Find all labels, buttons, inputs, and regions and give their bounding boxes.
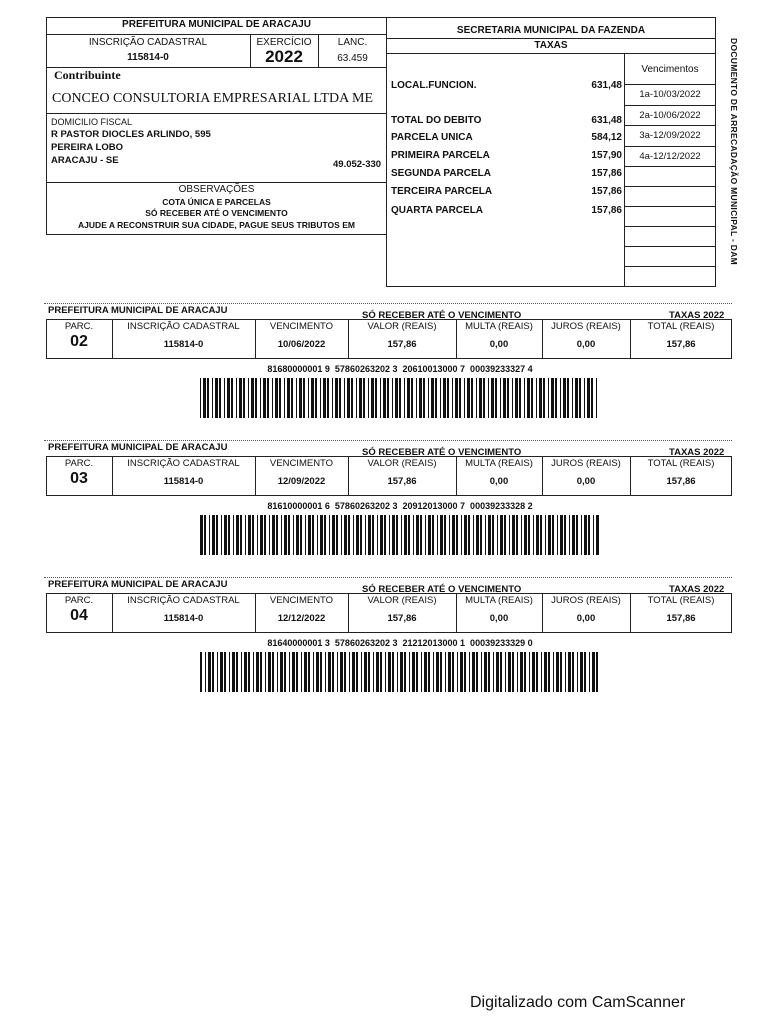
slip-total-label: TOTAL (REAIS) — [647, 458, 715, 469]
slip-inscricao-value: 115814-0 — [163, 339, 204, 350]
slip-vencimento-label: VENCIMENTO — [269, 458, 334, 469]
slip-taxas: TAXAS 2022 — [669, 447, 725, 458]
slip-vencimento-label: VENCIMENTO — [269, 595, 334, 606]
secretaria-title: SECRETARIA MUNICIPAL DA FAZENDA — [456, 25, 646, 36]
inscricao-label: INSCRIÇÃO CADASTRAL — [88, 37, 208, 48]
slip-total-label: TOTAL (REAIS) — [647, 321, 715, 332]
exercicio-label: EXERCÍCIO — [256, 37, 312, 48]
lanc-label: LANC. — [337, 37, 368, 48]
cep-value: 49.052-330 — [333, 159, 382, 170]
slip-total-value: 157,86 — [666, 613, 696, 624]
slip-vencimento-value: 10/06/2022 — [277, 339, 326, 350]
vencimentos-label: Vencimentos — [641, 64, 699, 75]
slip-valor-label: VALOR (REAIS) — [367, 595, 437, 606]
slip-so-receber: SÓ RECEBER ATÉ O VENCIMENTO — [362, 310, 522, 321]
slip-so-receber: SÓ RECEBER ATÉ O VENCIMENTO — [362, 584, 522, 595]
slip-barcode — [200, 378, 600, 418]
slip-parc-label: PARC. — [64, 595, 94, 606]
slip-linha-digitavel: 81680000001 9 57860263202 3 20610013000 7 00039233327 4 — [267, 364, 533, 374]
slip-multa-label: MULTA (REAIS) — [465, 321, 533, 332]
observacoes-label: OBSERVAÇÕES — [178, 184, 255, 195]
slip-linha-digitavel: 81640000001 3 57860263202 3 21212013000 1 00039233329 0 — [267, 638, 533, 648]
slip-parc-value: 04 — [70, 607, 88, 624]
contribuinte-label: Contribuinte — [54, 68, 121, 82]
slip-multa-value: 0,00 — [489, 476, 509, 487]
slip-parc-value: 03 — [70, 470, 88, 487]
slip-parc-label: PARC. — [64, 321, 94, 332]
slip-vencimento-label: VENCIMENTO — [269, 321, 334, 332]
taxa-label: PARCELA UNICA — [391, 132, 473, 143]
inscricao-value: 115814-0 — [127, 52, 169, 63]
taxa-value: 157,86 — [591, 205, 622, 216]
slip-linha-digitavel: 81610000001 6 57860263202 3 20912013000 7 00039233328 2 — [267, 501, 533, 511]
taxa-label: SEGUNDA PARCELA — [391, 168, 492, 179]
slip-valor-label: VALOR (REAIS) — [367, 458, 437, 469]
taxa-value: 631,48 — [591, 80, 622, 91]
taxa-value: 157,86 — [591, 168, 622, 179]
taxa-value: 157,90 — [591, 150, 622, 161]
slip-taxas: TAXAS 2022 — [669, 310, 725, 321]
slip-valor-label: VALOR (REAIS) — [367, 321, 437, 332]
lanc-value: 63.459 — [337, 53, 368, 64]
slip-total-value: 157,86 — [666, 476, 696, 487]
slip-barcode — [200, 652, 600, 692]
taxa-label: PRIMEIRA PARCELA — [391, 150, 490, 161]
slip-vencimento-value: 12/12/2022 — [277, 613, 326, 624]
slip-prefeitura: PREFEITURA MUNICIPAL DE ARACAJU — [48, 442, 228, 453]
slip-multa-value: 0,00 — [489, 339, 509, 350]
slip-multa-value: 0,00 — [489, 613, 509, 624]
slip-valor-value: 157,86 — [387, 613, 417, 624]
camscanner-footer: Digitalizado com CamScanner — [470, 994, 686, 1011]
prefeitura-title: PREFEITURA MUNICIPAL DE ARACAJU — [122, 19, 311, 30]
slip-multa-label: MULTA (REAIS) — [465, 458, 533, 469]
taxas-title: TAXAS — [534, 40, 568, 51]
taxa-value: 584,12 — [591, 132, 622, 143]
taxa-label: TERCEIRA PARCELA — [391, 186, 493, 197]
endereco-line-3: ARACAJU - SE — [51, 155, 119, 166]
domicilio-label: DOMICILIO FISCAL — [51, 117, 133, 127]
slip-prefeitura: PREFEITURA MUNICIPAL DE ARACAJU — [48, 305, 228, 316]
slip-vencimento-value: 12/09/2022 — [277, 476, 326, 487]
observacao-3: AJUDE A RECONSTRUIR SUA CIDADE, PAGUE SEUS TRIBUTOS EM — [78, 220, 355, 230]
observacao-2: SÓ RECEBER ATÉ O VENCIMENTO — [145, 208, 288, 218]
slip-prefeitura: PREFEITURA MUNICIPAL DE ARACAJU — [48, 579, 228, 590]
slip-juros-value: 0,00 — [576, 476, 596, 487]
slip-so-receber: SÓ RECEBER ATÉ O VENCIMENTO — [362, 447, 522, 458]
slip-inscricao-label: INSCRIÇÃO CADASTRAL — [127, 458, 240, 469]
slip-juros-value: 0,00 — [576, 339, 596, 350]
slip-juros-label: JUROS (REAIS) — [551, 321, 621, 332]
slip-inscricao-label: INSCRIÇÃO CADASTRAL — [127, 595, 240, 606]
slip-juros-label: JUROS (REAIS) — [551, 458, 621, 469]
slip-parc-label: PARC. — [64, 458, 94, 469]
taxa-label: TOTAL DO DEBITO — [391, 115, 482, 126]
endereco-line-2: PEREIRA LOBO — [51, 142, 123, 153]
slip-valor-value: 157,86 — [387, 476, 417, 487]
vencimento-item: 1a-10/03/2022 — [639, 89, 701, 100]
slip-multa-label: MULTA (REAIS) — [465, 595, 533, 606]
taxa-label: QUARTA PARCELA — [391, 205, 484, 216]
contribuinte-name: CONCEO CONSULTORIA EMPRESARIAL LTDA ME — [52, 91, 374, 106]
slip-inscricao-label: INSCRIÇÃO CADASTRAL — [127, 321, 240, 332]
exercicio-value: 2022 — [265, 47, 303, 66]
vencimento-item: 2a-10/06/2022 — [639, 110, 701, 121]
side-label: DOCUMENTO DE ARRECADAÇÃO MUNICIPAL - DAM — [729, 38, 739, 266]
vencimento-item: 3a-12/09/2022 — [639, 130, 701, 141]
vencimento-item: 4a-12/12/2022 — [639, 151, 701, 162]
endereco-line-1: R PASTOR DIOCLES ARLINDO, 595 — [51, 129, 211, 140]
slip-juros-label: JUROS (REAIS) — [551, 595, 621, 606]
taxa-label: LOCAL.FUNCION. — [391, 80, 477, 91]
slip-inscricao-value: 115814-0 — [163, 613, 204, 624]
slip-valor-value: 157,86 — [387, 339, 417, 350]
slip-inscricao-value: 115814-0 — [163, 476, 204, 487]
taxa-value: 157,86 — [591, 186, 622, 197]
slip-juros-value: 0,00 — [576, 613, 596, 624]
slip-total-value: 157,86 — [666, 339, 696, 350]
slip-barcode — [200, 515, 600, 555]
slip-total-label: TOTAL (REAIS) — [647, 595, 715, 606]
slip-taxas: TAXAS 2022 — [669, 584, 725, 595]
slip-parc-value: 02 — [70, 333, 88, 350]
taxa-value: 631,48 — [591, 115, 622, 126]
observacao-1: COTA ÚNICA E PARCELAS — [162, 197, 271, 207]
